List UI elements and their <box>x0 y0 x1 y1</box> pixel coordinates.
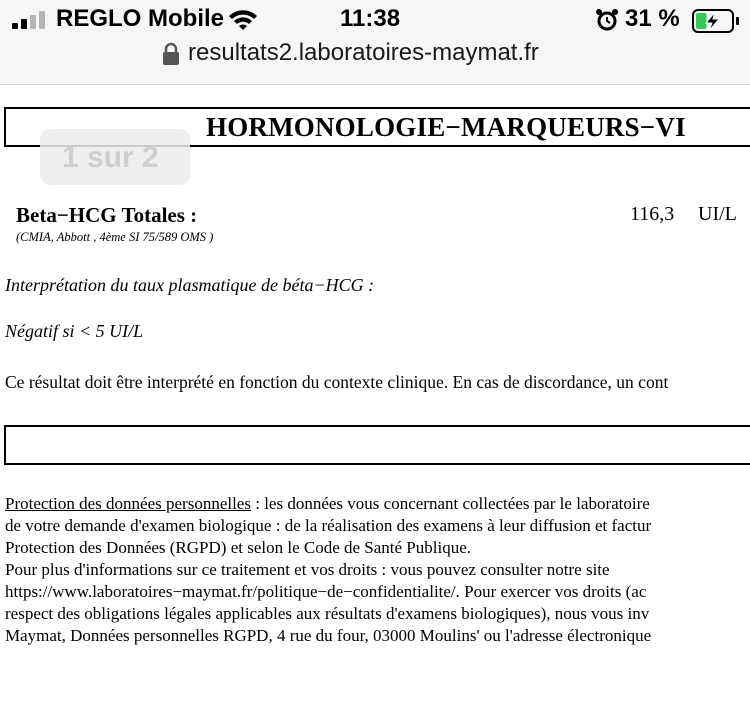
clock: 11:38 <box>340 5 401 32</box>
interpretation-heading: Interprétation du taux plasmatique de béta−HCG : <box>5 275 375 295</box>
test-unit: UI/L <box>698 203 737 225</box>
signal-icon <box>12 11 48 29</box>
alarm-icon <box>595 8 619 32</box>
privacy-line-6: respect des obligations légales applicables aux résultats d'examens biologiques), nous vous inv <box>5 604 650 623</box>
test-value: 116,3 <box>630 203 675 225</box>
privacy-link[interactable]: Protection des données personnelles <box>5 494 251 513</box>
page-indicator-label: 1 sur 2 <box>62 141 159 174</box>
section-title: HORMONOLOGIE−MARQUEURS−VI <box>206 112 686 142</box>
url-text[interactable]: resultats2.laboratoires-maymat.fr <box>188 39 539 66</box>
battery-charging-icon <box>692 8 740 34</box>
pdf-document <box>0 85 750 716</box>
empty-frame <box>4 425 750 465</box>
page-indicator <box>40 129 190 185</box>
privacy-notice <box>5 493 750 647</box>
context-note: Ce résultat doit être interprété en fonction du contexte clinique. En cas de discordance, un cont <box>5 372 669 392</box>
privacy-line-7: Maymat, Données personnelles RGPD, 4 rue du four, 03000 Moulins' ou l'adresse électronique <box>5 626 652 645</box>
test-name: Beta−HCG Totales : <box>16 203 198 227</box>
privacy-line-1 <box>5 493 750 515</box>
address-bar[interactable] <box>0 36 750 76</box>
privacy-line-1-text: : les données vous concernant collectées par le laboratoire <box>250 494 650 513</box>
wifi-icon <box>226 8 260 32</box>
ios-top-bar <box>0 0 750 85</box>
privacy-line-4: Pour plus d'informations sur ce traitement et vos droits : vous pouvez consulter notre site <box>5 560 610 579</box>
lock-icon <box>162 42 180 66</box>
privacy-line-5: https://www.laboratoires−maymat.fr/politique−de−confidentialite/. Pour exercer vos droits (ac <box>5 582 647 601</box>
privacy-line-3: Protection des Données (RGPD) et selon le Code de Santé Publique. <box>5 538 472 557</box>
negative-threshold: Négatif si < 5 UI/L <box>5 321 144 341</box>
carrier-name: REGLO Mobile <box>56 5 224 32</box>
test-method: (CMIA, Abbott , 4ème SI 75/589 OMS ) <box>16 230 214 244</box>
battery-percentage: 31 % <box>625 5 680 32</box>
privacy-line-2: de votre demande d'examen biologique : de la réalisation des examens à leur diffusion et factur <box>5 516 652 535</box>
